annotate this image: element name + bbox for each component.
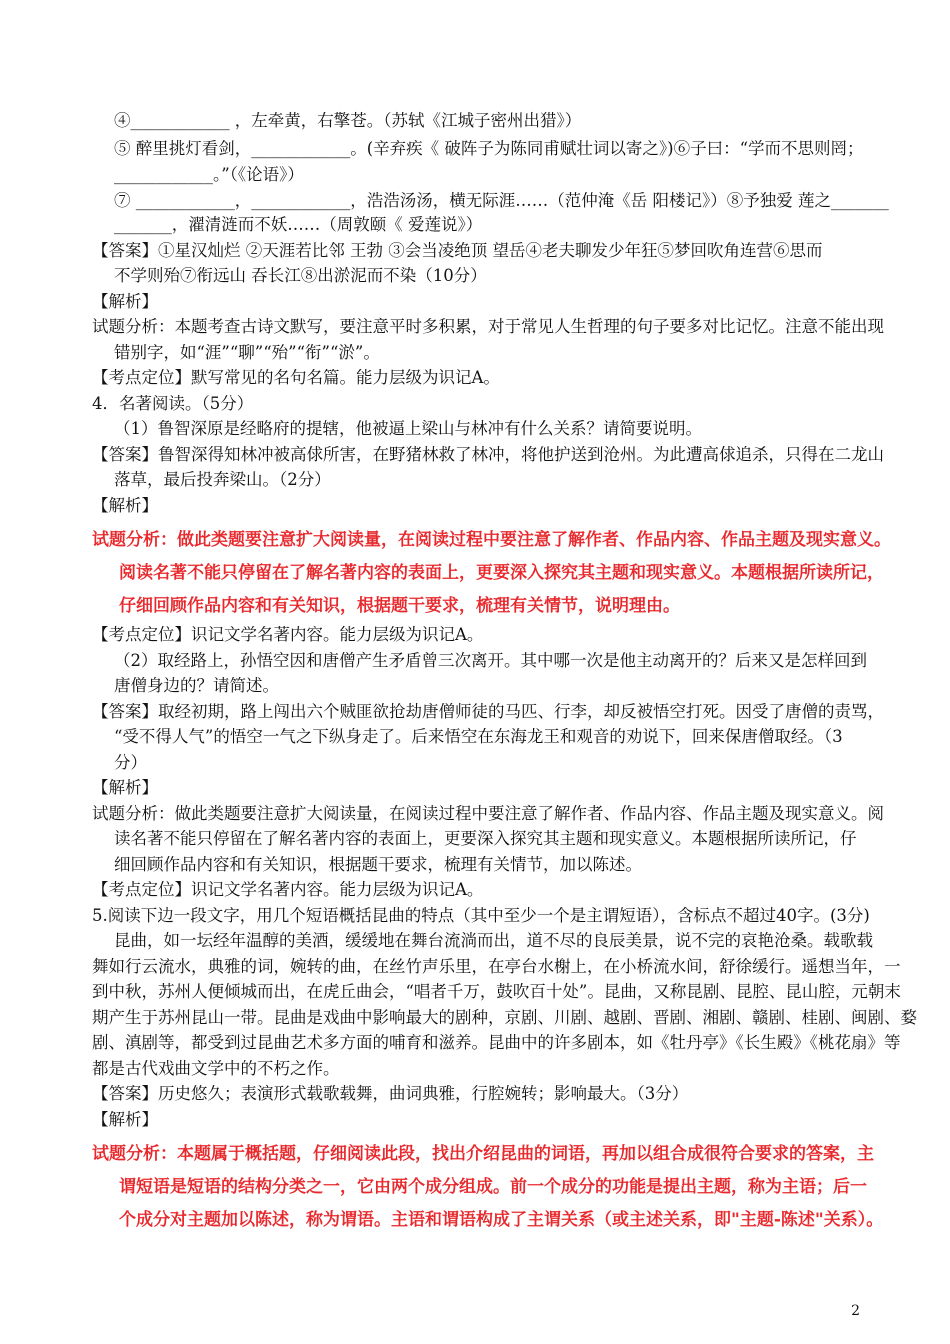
question-heading: 5.阅读下边一段文字，用几个短语概括昆曲的特点（其中至少一个是主谓短语），含标点不超过40字。(3分) [92, 906, 870, 925]
key-point-line: 【考点定位】识记文学名著内容。能力层级为识记A。 [92, 880, 484, 899]
text-line: 试题分析：本题考查古诗文默写，要注意平时多积累，对于常见人生哲理的句子要多对比记忆。注意不能出现 [92, 317, 884, 336]
text-line: 错别字，如“涯”“聊”“殆”“衔”“淤”。 [114, 343, 380, 362]
passage-line: 期产生于苏州昆山一带。昆曲是戏曲中影响最大的剧种，京剧、川剧、越剧、晋剧、湘剧、赣剧、桂剧、闽剧、婺 [92, 1008, 917, 1027]
text-line: 试题分析：做此类题要注意扩大阅读量，在阅读过程中要注意了解作者、作品内容、作品主题及现实意义。阅 [92, 804, 884, 823]
highlighted-analysis-line: 仔细回顾作品内容和有关知识，根据题干要求，梳理有关情节，说明理由。 [119, 596, 680, 616]
text-line: ____________。”（《论语》） [114, 165, 304, 184]
answer-label-line: 【答案】①星汉灿烂 ②天涯若比邻 王勃 ③会当凌绝顶 望岳④老夫聊发少年狂⑤梦回吹角连营⑥思而 [92, 241, 823, 260]
highlighted-analysis-line: 试题分析：本题属于概括题，仔细阅读此段，找出介绍昆曲的词语，再加以组合成很符合要求的答案，主 [92, 1144, 874, 1164]
sub-question: （1）鲁智深原是经略府的提辖，他被逼上梁山与林冲有什么关系？请简要说明。 [114, 419, 702, 438]
text-line: ⑦ ____________，____________，浩浩汤汤，横无际涯……（范仲淹《岳 阳楼记》）⑧予独爱 莲之_______ [114, 191, 889, 210]
text-line: ④____________ ，左牵黄，右擎苍。（苏轼《江城子密州出猎》） [114, 111, 582, 130]
passage-line: 到中秋，苏州人便倾城而出，在虎丘曲会，“唱者千万，鼓吹百十处”。昆曲，又称昆剧、昆腔、昆山腔，元朝末 [92, 982, 901, 1001]
analysis-label: 【解析】 [92, 496, 158, 515]
analysis-label: 【解析】 [92, 778, 158, 797]
text-line: 落草，最后投奔梁山。（2分） [114, 470, 331, 489]
passage-line: 都是古代戏曲文学中的不朽之作。 [92, 1059, 340, 1078]
highlighted-analysis-line: 谓短语是短语的结构分类之一，它由两个成分组成。前一个成分的功能是提出主题，称为主语；后一 [119, 1177, 867, 1197]
question-heading: 4．名著阅读。（5分） [92, 394, 254, 413]
analysis-label: 【解析】 [92, 292, 158, 311]
text-line: ⑤ 醉里挑灯看剑，____________。(辛弃疾《 破阵子为陈同甫赋壮词以寄之》)⑥子曰：“学而不思则罔； [114, 139, 864, 158]
text-line: _______，濯清涟而不妖……（周敦颐《 爱莲说》） [114, 215, 483, 234]
text-line: 不学则殆⑦衔远山 吞长江⑧出淤泥而不染（10分） [114, 266, 487, 285]
highlighted-analysis-line: 个成分对主题加以陈述，称为谓语。主语和谓语构成了主谓关系（或主述关系，即"主题-陈述"关系）。 [119, 1210, 884, 1230]
passage-line: 舞如行云流水，典雅的词，婉转的曲，在丝竹声乐里，在亭台水榭上，在小桥流水间，舒徐缓行。遥想当年，一 [92, 957, 901, 976]
text-line: “受不得人气”的悟空一气之下纵身走了。后来悟空在东海龙王和观音的劝说下，回来保唐僧取经。（3 [114, 727, 843, 746]
answer-label-line: 【答案】鲁智深得知林冲被高俅所害，在野猪林救了林冲，将他护送到沧州。为此遭高俅追杀，只得在二龙山 [92, 445, 884, 464]
passage-line: 剧、滇剧等，都受到过昆曲艺术多方面的哺育和滋养。昆曲中的许多剧本，如《牡丹亭》《长生殿》《桃花扇》等 [92, 1033, 901, 1052]
page-number: 2 [851, 1303, 860, 1319]
text-line: 唐僧身边的？请简述。 [114, 676, 279, 695]
answer-label-line: 【答案】历史悠久；表演形式载歌载舞，曲词典雅，行腔婉转；影响最大。（3分） [92, 1084, 689, 1103]
text-line: 细回顾作品内容和有关知识，根据题干要求，梳理有关情节，加以陈述。 [114, 855, 642, 874]
key-point-line: 【考点定位】识记文学名著内容。能力层级为识记A。 [92, 625, 484, 644]
key-point-line: 【考点定位】默写常见的名句名篇。能力层级为识记A。 [92, 368, 500, 387]
sub-question: （2）取经路上，孙悟空因和唐僧产生矛盾曾三次离开。其中哪一次是他主动离开的？后来又是怎样回到 [114, 651, 867, 670]
text-line: 分） [114, 753, 147, 772]
highlighted-analysis-line: 阅读名著不能只停留在了解名著内容的表面上，更要深入探究其主题和现实意义。本题根据所读所记， [119, 563, 884, 583]
answer-label-line: 【答案】取经初期，路上闯出六个贼匪欲抢劫唐僧师徒的马匹、行李，却反被悟空打死。因受了唐僧的责骂， [92, 702, 884, 721]
highlighted-analysis-line: 试题分析：做此类题要注意扩大阅读量，在阅读过程中要注意了解作者、作品内容、作品主题及现实意义。 [92, 530, 891, 550]
text-line: 读名著不能只停留在了解名著内容的表面上，更要深入探究其主题和现实意义。本题根据所读所记，仔 [114, 829, 857, 848]
analysis-label: 【解析】 [92, 1110, 158, 1129]
passage-line: 昆曲，如一坛经年温醇的美酒，缓缓地在舞台流淌而出，道不尽的良辰美景，说不完的哀艳沧桑。载歌载 [114, 931, 873, 950]
